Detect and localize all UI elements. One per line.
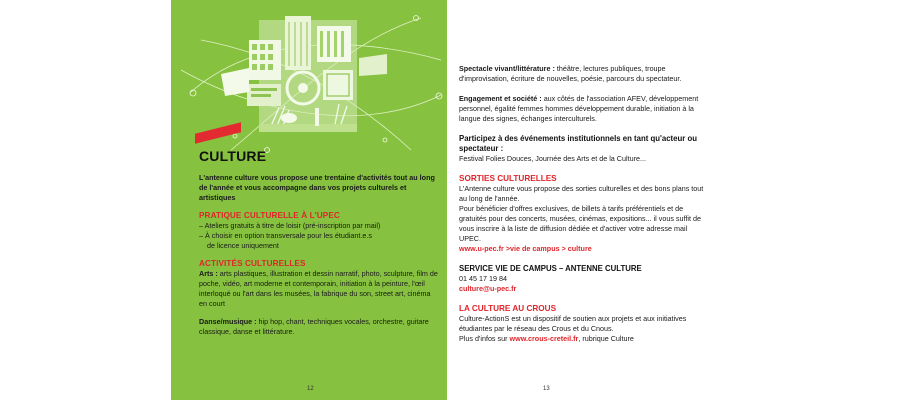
intro-text: L'antenne culture vous propose une trentaine d'activités tout au long de l'année et vous accompagne dans vos projets culturels et artistiques — [199, 173, 435, 202]
left-page — [171, 0, 447, 400]
engagement-text: aux côtés de l'association AFEV, développement personnel, égalité femmes hommes développement durable, initiation à la langue des signes, échanges interculturels. — [459, 94, 699, 123]
engagement-label: Engagement et société : — [459, 94, 542, 103]
service-phone: 01 45 17 19 84 — [459, 274, 507, 283]
right-page — [447, 0, 723, 400]
danse-paragraph — [199, 317, 439, 337]
engagement-paragraph — [459, 94, 709, 124]
activites-title: ACTIVITÉS CULTURELLES — [199, 259, 306, 268]
pratique-line-1: – Ateliers gratuits à titre de loisir (pré-inscription par mail) — [199, 221, 381, 230]
sorties-text-2: Pour bénéficier d'offres exclusives, de billets à tarifs préférentiels et de gratuités pour des concerts, musées, cinémas, expositions... il vous suffit de vous inscrire à la liste de diffusion dédiée et d'activer votre adresse mail UPEC. — [459, 204, 701, 243]
crous-prefix: Plus d'infos sur — [459, 334, 508, 343]
arts-label: Arts : — [199, 269, 218, 278]
sorties-link[interactable]: www.u-pec.fr >vie de campus > culture — [459, 244, 592, 253]
arts-text: arts plastiques, illustration et dessin narratif, photo, sculpture, film de poche, vidéo, art moderne et contemporain, initiation à la peinture, l'œil interloqué ou l'art dans les musées, la fabrique du son, street art, cinéma en court — [199, 269, 438, 308]
participez-title: Participez à des événements institutionnels en tant qu'acteur ou spectateur : — [459, 134, 697, 153]
right-content — [459, 64, 709, 344]
spectacle-paragraph — [459, 64, 709, 84]
participez-text: Festival Folies Douces, Journée des Arts et de la Culture... — [459, 154, 646, 163]
arts-paragraph — [199, 269, 439, 309]
pratique-line-3: de licence uniquement — [207, 241, 279, 250]
service-title: SERVICE VIE DE CAMPUS – ANTENNE CULTURE — [459, 264, 642, 273]
crous-title: LA CULTURE AU CROUS — [459, 304, 557, 313]
left-content — [199, 148, 439, 337]
crous-suffix: , rubrique Culture — [578, 334, 634, 343]
page-number-left: 12 — [307, 386, 314, 392]
pratique-title: PRATIQUE CULTURELLE À L'UPEC — [199, 211, 340, 220]
crous-text-1: Culture-ActionS est un dispositif de soutien aux projets et aux initiatives étudiantes par le réseau des Crous et du Cnous. — [459, 314, 687, 333]
pratique-line-2: – À choisir en option transversale pour les étudiant.e.s — [199, 231, 372, 240]
page-title: CULTURE — [199, 148, 267, 164]
spectacle-text: théâtre, lectures publiques, troupe d'improvisation, écriture de nouvelles, poésie, parcours du spectateur. — [459, 64, 682, 83]
page-number-right: 13 — [543, 386, 550, 392]
crous-text-2 — [459, 334, 709, 344]
crous-link[interactable]: www.crous-creteil.fr — [509, 334, 579, 343]
sorties-title: SORTIES CULTURELLES — [459, 174, 557, 183]
danse-label: Danse/musique : — [199, 317, 257, 326]
service-email[interactable]: culture@u-pec.fr — [459, 284, 517, 293]
sorties-text-1: L'Antenne culture vous propose des sorties culturelles et des bons plans tout au long de l'année. — [459, 184, 704, 203]
danse-text: hip hop, chant, techniques vocales, orchestre, guitare classique, danse et littérature. — [199, 317, 429, 336]
spectacle-label: Spectacle vivant/littérature : — [459, 64, 555, 73]
